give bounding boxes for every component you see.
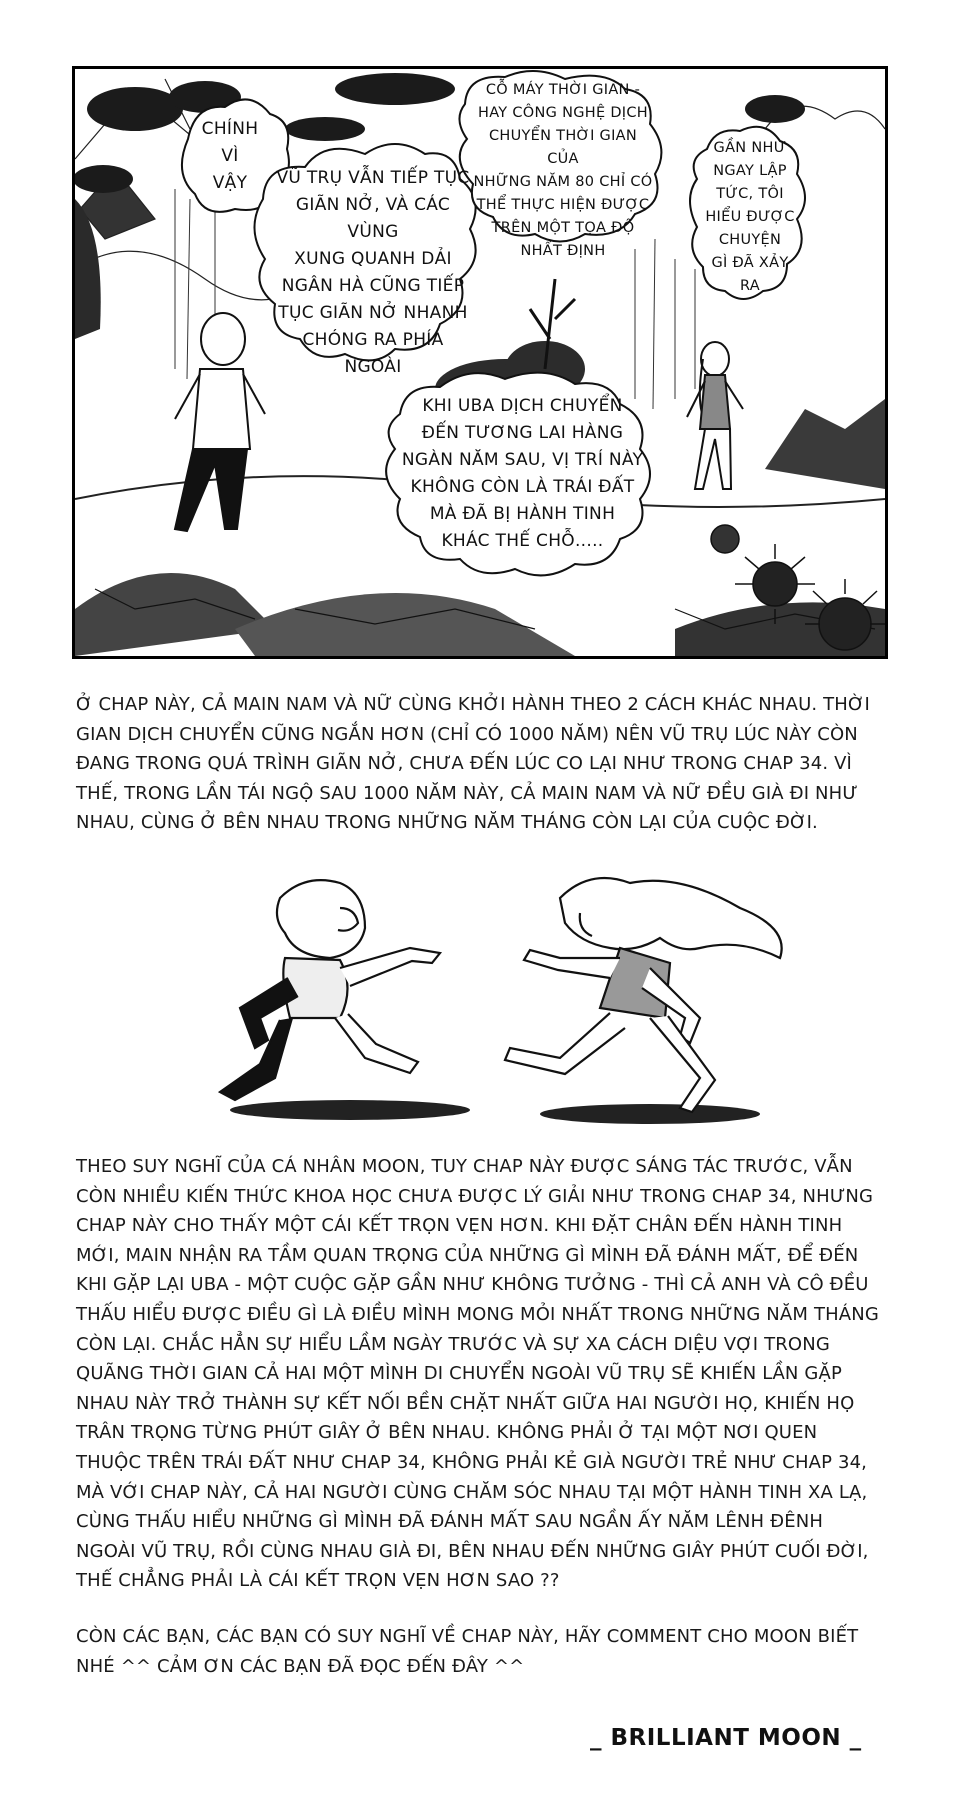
running-man — [220, 880, 440, 1100]
bubble-gan-nhu: GẦN NHƯ NGAY LẬP TỨC, TÔI HIỂU ĐƯỢC CHUYỆN GÌ ĐÃ XẢY RA — [705, 140, 795, 294]
man-figure — [175, 313, 265, 531]
bubble-chinh-vi-vay: CHÍNH VÌ VẬY — [201, 119, 259, 193]
paragraph-1: Ở CHAP NÀY, CẢ MAIN NAM VÀ NỮ CÙNG KHỞI HÀNH THEO 2 CÁCH KHÁC NHAU. THỜI GIAN DỊCH CHUYỂN CŨNG NGẮN HƠN (CHỈ CÓ 1000 NĂM) NÊN VŨ TRỤ LÚC NÀY CÒN ĐANG TRONG QUÁ TRÌNH GIÃN NỞ, CHƯA ĐẾN LÚC CO LẠI NHƯ TRONG CHAP 34. VÌ THẾ, TRONG LẦN TÁI NGỘ SAU 1000 NĂM NÀY, CẢ MAIN NAM VÀ NỮ ĐỀU GIÀ ĐI NHƯ NHAU, CÙNG Ở BÊN NHAU TRONG NHỮNG NĂM THÁNG CÒN LẠI CỦA CUỘC ĐỜI. — [76, 694, 871, 834]
bubble-vu-tru: VŨ TRỤ VẪN TIẾP TỤC GIÃN NỞ, VÀ CÁC VÙNG XUNG QUANH DẢI NGÂN HÀ CŨNG TIẾP TỤC GIÃN NỞ NHANH CHÓNG RA PHÍA NGOÀI — [276, 168, 470, 377]
manga-panel — [72, 66, 888, 659]
paragraph-3: CÒN CÁC BẠN, CÁC BẠN CÓ SUY NGHĨ VỀ CHAP NÀY, HÃY COMMENT CHO MOON BIẾT NHÉ ^^ CẢM ƠN CÁC BẠN ĐÃ ĐỌC ĐẾN ĐÂY ^^ — [76, 1626, 859, 1677]
signature: _ BRILLIANT MOON _ — [590, 1725, 862, 1751]
running-woman — [505, 878, 782, 1112]
bubble-khi-uba: KHI UBA DỊCH CHUYỂN ĐẾN TƯƠNG LAI HÀNG NGÀN NĂM SAU, VỊ TRÍ NÀY KHÔNG CÒN LÀ TRÁI ĐẤT MÀ ĐÃ BỊ HÀNH TINH KHÁC THẾ CHỖ..... — [401, 396, 644, 551]
bubble-co-may: CỖ MÁY THỜI GIAN - HAY CÔNG NGHỆ DỊCH CHUYỂN THỜI GIAN CỦA NHỮNG NĂM 80 CHỈ CÓ THỂ THỰC HIỆN ĐƯỢC TRÊN MỘT TỌA ĐỘ NHẤT ĐỊNH — [473, 82, 653, 259]
paragraph-2: THEO SUY NGHĨ CỦA CÁ NHÂN MOON, TUY CHAP NÀY ĐƯỢC SÁNG TÁC TRƯỚC, VẪN CÒN NHIỀU KIẾN THỨC KHOA HỌC CHƯA ĐƯỢC LÝ GIẢI NHƯ TRONG CHAP 34, NHƯNG CHAP NÀY CHO THẤY MỘT CÁI KẾT TRỌN VẸN HƠN. KHI ĐẶT CHÂN ĐẾN HÀNH TINH MỚI, MAIN NHẬN RA TẦM QUAN TRỌNG CỦA NHỮNG GÌ MÌNH ĐÃ ĐÁNH MẤT, ĐỂ ĐẾN KHI GẶP LẠI UBA - MỘT CUỘC GẶP GẦN NHƯ KHÔNG TƯỞNG - THÌ CẢ ANH VÀ CÔ ĐỀU THẤU HIỂU ĐƯỢC ĐIỀU GÌ LÀ ĐIỀU MÌNH MONG MỎI NHẤT TRONG NHỮNG NĂM THÁNG CÒN LẠI. CHẮC HẲN SỰ HIỂU LẦM NGÀY TRƯỚC VÀ SỰ XA CÁCH DIỆU VỢI TRONG QUÃNG THỜI GIAN CẢ HAI MỘT MÌNH DI CHUYỂN NGOÀI VŨ TRỤ SẼ KHIẾN LẦN GẶP NHAU NÀY TRỞ THÀNH SỰ KẾT NỐI BỀN CHẶT NHẤT GIỮA HAI NGƯỜI HỌ, KHIẾN HỌ TRÂN TRỌNG TỪNG PHÚT GIÂY Ở BÊN NHAU. KHÔNG PHẢI Ở TẠI MỘT NƠI QUEN THUỘC TRÊN TRÁI ĐẤT NHƯ CHAP 34, KHÔNG PHẢI KẺ GIÀ NGƯỜI TRẺ NHƯ CHAP 34, MÀ VỚI CHAP NÀY, CẢ HAI NGƯỜI CÙNG CHĂM SÓC NHAU TẠI MỘT HÀNH TINH XA LẠ, CÙNG THẤU HIỂU NHỮNG GÌ MÌNH ĐÃ ĐÁNH MẤT SAU NGẦN ẤY NĂM LÊNH ĐÊNH NGOÀI VŨ TRỤ, RỒI CÙNG NHAU GIÀ ĐI, BÊN NHAU ĐẾN NHỮNG GIÂY PHÚT CUỐI ĐỜI, THẾ CHẲNG PHẢI LÀ CÁI KẾT TRỌN VẸN HƠN SAO ?? — [76, 1156, 879, 1592]
running-couple-illustration — [180, 868, 800, 1138]
